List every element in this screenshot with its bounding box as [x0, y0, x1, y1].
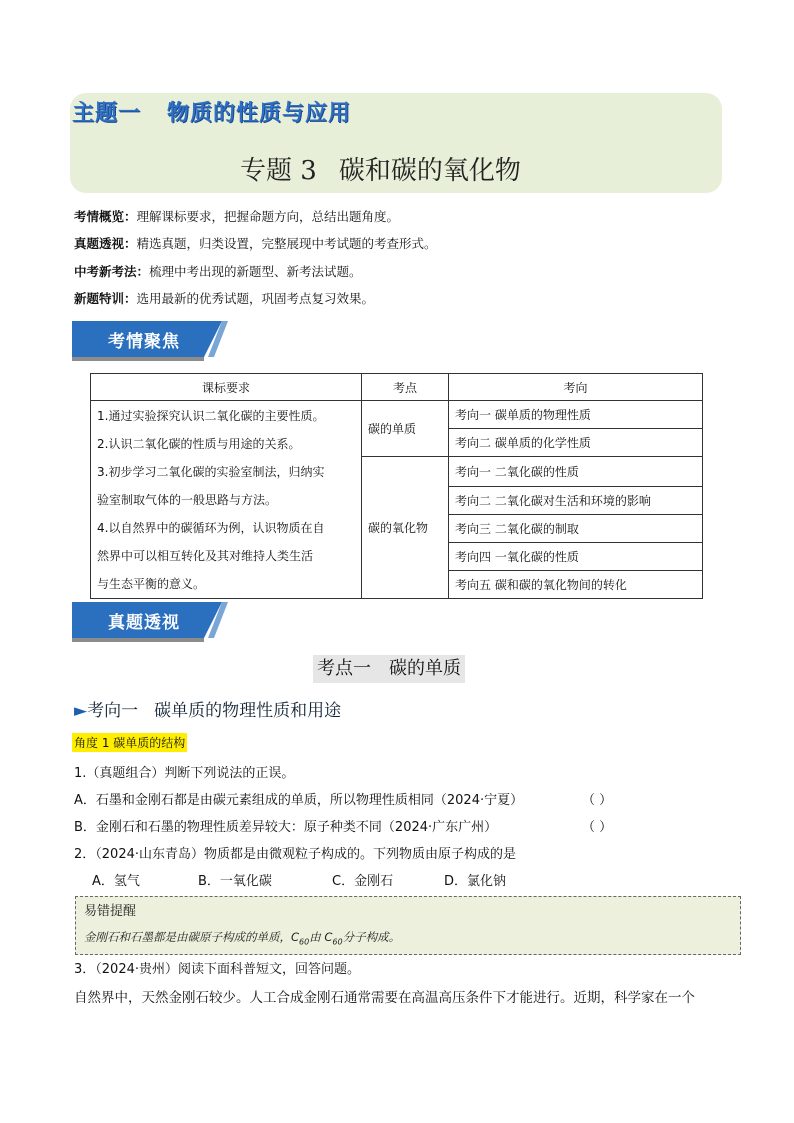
- theme-prefix: 主题一: [72, 101, 142, 126]
- question-2-option: A．氢气: [92, 874, 140, 889]
- tab-label: 考情聚焦: [108, 332, 180, 352]
- direction-cell: 考向二 二氧化碳对生活和环境的影响: [449, 487, 703, 515]
- direction-cell: 考向三 二氧化碳的制取: [449, 515, 703, 543]
- direction-cell: 考向一 二氧化碳的性质: [449, 457, 703, 487]
- intro-label: 中考新考法：: [74, 264, 150, 279]
- kaoxiang-heading: [74, 696, 341, 721]
- subject-name: 碳和碳的氧化物: [338, 156, 521, 186]
- tip-title: 易错提醒: [84, 904, 137, 919]
- table-header: 考向: [449, 374, 703, 401]
- requirement-line: 1.通过实验探究认识二氧化碳的主要性质。: [97, 409, 325, 423]
- section-tab-real: [72, 602, 227, 642]
- point-cell: 碳的氧化物: [362, 457, 449, 599]
- intro-text: 梳理中考出现的新题型、新考法试题。: [149, 264, 362, 279]
- intro-line: [74, 289, 374, 307]
- intro-line: [74, 207, 399, 225]
- intro-label: 新题特训：: [74, 291, 137, 306]
- question-2-option: D．氯化钠: [444, 874, 507, 889]
- section-tab-focus: [72, 321, 227, 361]
- question-2-option: B．一氧化碳: [198, 874, 272, 889]
- tip-body: [84, 929, 400, 946]
- theme-name: 物质的性质与应用: [167, 101, 352, 126]
- tip-text: 分子构成。: [342, 930, 401, 944]
- kaoxiang-name: 碳单质的物理性质和用途: [154, 701, 342, 721]
- kaodian-prefix: 考点一: [317, 658, 371, 679]
- question-2-option: C．金刚石: [332, 874, 394, 889]
- tab-label: 真题透视: [108, 613, 180, 633]
- table-header-row: [91, 374, 703, 401]
- requirement-line: 然界中可以相互转化及其对维持人类生活: [97, 549, 314, 563]
- question-1: 1.（真题组合）判断下列说法的正误。: [74, 766, 295, 781]
- direction-cell: 考向四 一氧化碳的性质: [449, 543, 703, 571]
- subscript: 60: [332, 937, 343, 947]
- question-3-text: 自然界中，天然金刚石较少。人工合成金刚石通常需要在高温高压条件下才能进行。近期，科学家在一个: [74, 990, 695, 1006]
- answer-blank: （ ）: [582, 820, 613, 835]
- requirement-line: 3.初步学习二氧化碳的实验室制法，归纳实: [97, 465, 325, 479]
- tip-text: 金刚石和石墨都是由碳原子构成的单质，C: [84, 930, 300, 944]
- kaodian-name: 碳的单质: [389, 658, 461, 679]
- question-2: 2．（2024·山东青岛）物质都是由微观粒子构成的。下列物质由原子构成的是: [74, 847, 516, 862]
- question-1-option-a: A．石墨和金刚石都是由碳元素组成的单质，所以物理性质相同（2024·宁夏）: [74, 793, 524, 808]
- subject-prefix: 专题 3: [240, 156, 317, 186]
- requirements-table: [90, 373, 703, 599]
- requirements-cell: [91, 401, 362, 599]
- table-header: 课标要求: [91, 374, 362, 401]
- intro-label: 真题透视：: [74, 236, 137, 251]
- subscript: 60: [299, 937, 310, 947]
- triangle-arrow-icon: ►: [74, 701, 88, 721]
- kaoxiang-prefix: 考向一: [87, 701, 139, 721]
- question-1-option-b: B．金刚石和石墨的物理性质差异较大：原子种类不同（2024·广东广州）: [74, 820, 498, 835]
- intro-text: 选用最新的优秀试题，巩固考点复习效果。: [136, 291, 375, 306]
- intro-line: [74, 262, 362, 280]
- answer-blank: （ ）: [582, 793, 613, 808]
- point-cell: 碳的单质: [362, 401, 449, 457]
- requirement-line: 4.以自然界中的碳循环为例，认识物质在自: [97, 521, 325, 535]
- intro-line: [74, 234, 437, 252]
- tip-text: 由 C: [309, 930, 333, 944]
- intro-text: 理解课标要求，把握命题方向，总结出题角度。: [136, 209, 400, 224]
- question-3: 3．（2024·贵州）阅读下面科普短文，回答问题。: [74, 962, 360, 977]
- intro-label: 考情概览：: [74, 209, 137, 224]
- subject-title: [240, 150, 521, 187]
- intro-text: 精选真题，归类设置，完整展现中考试题的考查形式。: [136, 236, 437, 251]
- kaodian-heading: [313, 655, 465, 683]
- table-header: 考点: [362, 374, 449, 401]
- requirement-line: 与生态平衡的意义。: [97, 577, 206, 591]
- tab-underline: [72, 357, 204, 361]
- requirement-line: 2.认识二氧化碳的性质与用途的关系。: [97, 437, 301, 451]
- tab-underline: [72, 638, 204, 642]
- angle-label: 角度 1 碳单质的结构: [72, 733, 187, 752]
- direction-cell: 考向五 碳和碳的氧化物间的转化: [449, 571, 703, 599]
- direction-cell: 考向二 碳单质的化学性质: [449, 429, 703, 457]
- table-row: [91, 401, 703, 429]
- theme-title: [72, 96, 351, 127]
- direction-cell: 考向一 碳单质的物理性质: [449, 401, 703, 429]
- requirement-line: 验室制取气体的一般思路与方法。: [97, 493, 278, 507]
